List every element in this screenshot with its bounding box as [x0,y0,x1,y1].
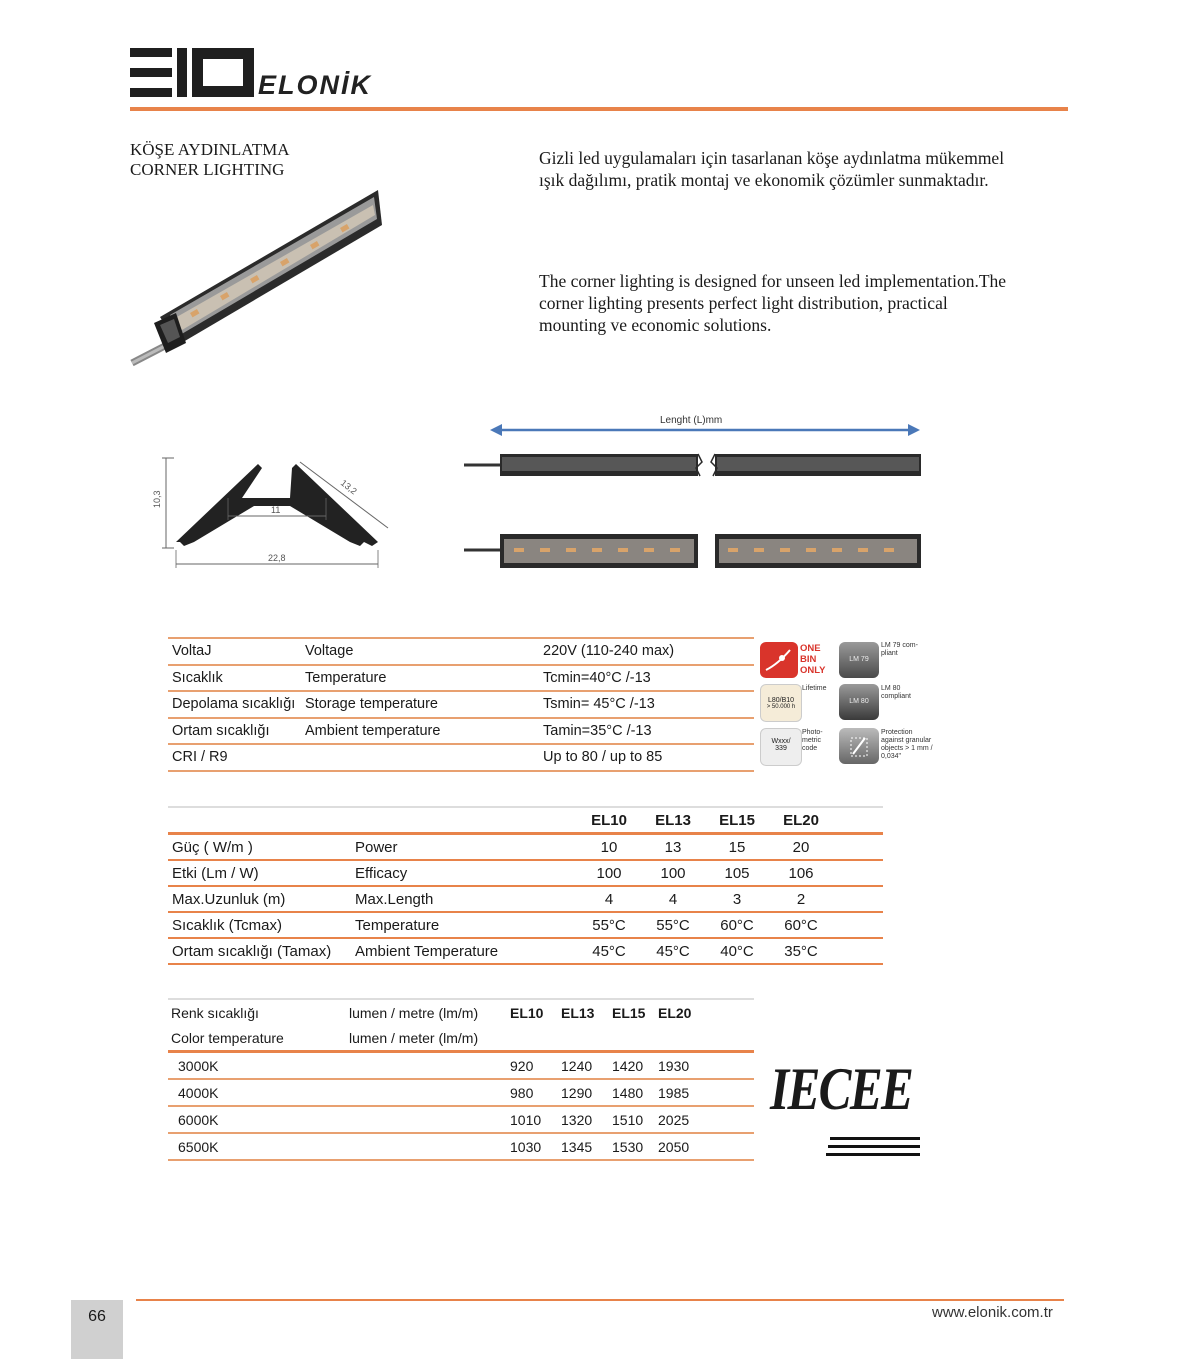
power-table [168,806,883,965]
table-row [168,912,883,938]
table-row [168,638,754,665]
lifetime-icon: L80/B10 > 50.000 h [760,684,802,722]
cell-value: 60°C [705,912,769,938]
length-label: Lenght (L)mm [660,415,723,426]
cell-value: 10 [577,834,641,861]
cell-value: 100 [641,860,705,886]
cell-value: 3 [705,886,769,912]
row-label-tr: Ortam sıcaklığı [168,718,301,745]
cell-value: 45°C [577,938,641,964]
profile-cross-section [150,450,395,575]
cell-value: 1480 [609,1079,655,1106]
label-unit-en: lumen / meter (lm/m) [346,1025,507,1052]
cell-value: 980 [507,1079,558,1106]
cell-value: 60°C [769,912,833,938]
one-bin-label: ONE BIN ONLY [800,643,826,676]
cell-value: 1030 [507,1133,558,1160]
header-divider [130,107,1068,111]
cell-value: 1320 [558,1106,609,1133]
cell-value: 1420 [609,1052,655,1080]
dim-width-label: 22,8 [268,553,286,563]
table-header-row [168,807,883,834]
cell-value: 4 [577,886,641,912]
spec-table [168,637,754,772]
cell-value: 55°C [641,912,705,938]
cell-value: 1510 [609,1106,655,1133]
row-label-en: Efficacy [351,860,577,886]
lm79-icon: LM 79 [839,642,879,678]
dim-height-label: 10,3 [152,490,162,508]
table-row [168,860,883,886]
lm79-caption: LM 79 com-pliant [881,642,918,657]
table-row [168,938,883,964]
label-color-temp-tr: Renk sıcaklığı [168,999,346,1025]
column-header: EL20 [655,999,711,1025]
page-number: 66 [88,1308,106,1325]
row-label-en: Max.Length [351,886,577,912]
row-label-en [301,744,539,771]
cell-value: 20 [769,834,833,861]
lm80-caption: LM 80 compliant [881,685,911,700]
iecee-lines [826,1135,921,1159]
row-label-en: Voltage [301,638,539,665]
column-header: EL15 [609,999,655,1025]
cell-value: 1985 [655,1079,711,1106]
row-value: Tcmin=40°C /-13 [539,665,754,692]
cell-value: 4 [641,886,705,912]
cell-value: 40°C [705,938,769,964]
dim-inner-label: 11 [271,505,281,515]
row-label-tr: VoltaJ [168,638,301,665]
certification-badges [760,640,935,768]
cell-value: 106 [769,860,833,886]
protection-icon [839,728,879,764]
cct-label: 6000K [168,1106,346,1133]
row-label-en: Temperature [351,912,577,938]
title-turkish: KÖŞE AYDINLATMA [130,140,290,159]
table-row [168,834,883,861]
cell-value: 1930 [655,1052,711,1080]
row-label-en: Ambient temperature [301,718,539,745]
cell-value: 15 [705,834,769,861]
column-header: EL10 [577,807,641,834]
table-row [168,1133,754,1160]
cell-value: 1240 [558,1052,609,1080]
row-label-tr: Sıcaklık (Tcmax) [168,912,351,938]
table-row [168,691,754,718]
column-header: EL20 [769,807,833,834]
cell-value: 100 [577,860,641,886]
cell-value: 1290 [558,1079,609,1106]
cell-value: 1010 [507,1106,558,1133]
photometric-icon: Wxxx/ 339 [760,728,802,766]
logo-wordmark: ELONİK [258,70,373,100]
cell-value: 55°C [577,912,641,938]
footer-url: www.elonik.com.tr [932,1304,1053,1321]
cell-value: 1530 [609,1133,655,1160]
table-header-row [168,1025,754,1052]
length-drawing [462,410,927,575]
row-label-en: Ambient Temperature [351,938,577,964]
table-header-row [168,999,754,1025]
table-row [168,665,754,692]
table-row [168,886,883,912]
row-label-en: Storage temperature [301,691,539,718]
table-row [168,1106,754,1133]
lifetime-caption: Lifetime [802,685,827,692]
cell-value: 2 [769,886,833,912]
label-color-temp-en: Color temperature [168,1025,346,1052]
lm80-icon: LM 80 [839,684,879,720]
iecee-logo: IECEE [770,1056,913,1122]
row-value: Tamin=35°C /-13 [539,718,754,745]
protection-caption: Protection against granular objects > 1 mm / 0,034" [881,729,933,760]
description-turkish: Gizli led uygulamaları için tasarlanan köşe aydınlatma mükemmel ışık dağılımı, pratik montaj ve ekonomik çözümler sunmaktadır. [539,148,1005,190]
cell-value: 2050 [655,1133,711,1160]
row-label-tr: CRI / R9 [168,744,301,771]
row-label-tr: Etki (Lm / W) [168,860,351,886]
column-header: EL15 [705,807,769,834]
title-english: CORNER LIGHTING [130,160,285,179]
label-unit-tr: lumen / metre (lm/m) [346,999,507,1025]
cct-label: 4000K [168,1079,346,1106]
row-value: 220V (110-240 max) [539,638,754,665]
column-header: EL13 [641,807,705,834]
photometric-caption: Photo-metric code [802,729,823,752]
cell-value: 45°C [641,938,705,964]
row-label-tr: Sıcaklık [168,665,301,692]
cct-label: 3000K [168,1052,346,1080]
row-value: Tsmin= 45°C /-13 [539,691,754,718]
one-bin-icon [760,642,798,678]
row-label-en: Power [351,834,577,861]
column-header: EL10 [507,999,558,1025]
row-label-tr: Güç ( W/m ) [168,834,351,861]
table-row [168,1079,754,1106]
cell-value: 2025 [655,1106,711,1133]
column-header: EL13 [558,999,609,1025]
row-label-en: Temperature [301,665,539,692]
product-photo [130,185,385,370]
lumen-table [168,998,754,1161]
row-label-tr: Ortam sıcaklığı (Tamax) [168,938,351,964]
table-row [168,718,754,745]
description-english: The corner lighting is designed for unseen led implementation.The corner lighting presents perfect light distribution, practical mounting ve economic solutions. [539,271,1007,335]
row-value: Up to 80 / up to 85 [539,744,754,771]
footer-divider [136,1299,1064,1301]
cct-label: 6500K [168,1133,346,1160]
dim-diagonal-label: 13,2 [338,477,359,497]
cell-value: 1345 [558,1133,609,1160]
cell-value: 13 [641,834,705,861]
cell-value: 105 [705,860,769,886]
cell-value: 920 [507,1052,558,1080]
cell-value: 35°C [769,938,833,964]
row-label-tr: Depolama sıcaklığı [168,691,301,718]
table-row [168,744,754,771]
row-label-tr: Max.Uzunluk (m) [168,886,351,912]
table-row [168,1052,754,1080]
